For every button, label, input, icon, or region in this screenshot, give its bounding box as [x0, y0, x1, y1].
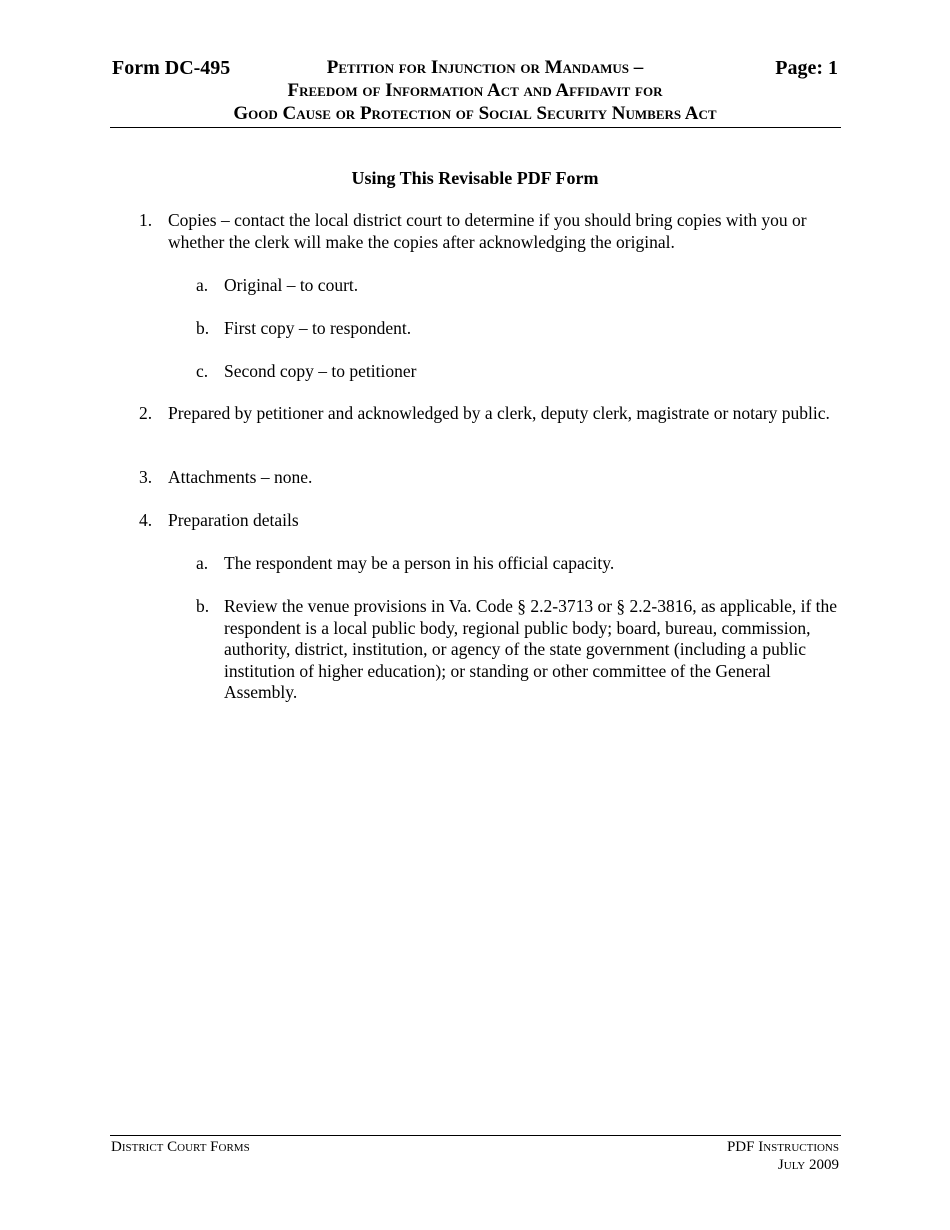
- list-item-marker: 2.: [139, 403, 153, 423]
- sub-item-text: The respondent may be a person in his official capacity.: [224, 553, 615, 573]
- page-number: Page: 1: [775, 57, 838, 79]
- list-item-marker: 1.: [139, 210, 153, 230]
- header-divider: [110, 127, 841, 128]
- form-title-line-1: Petition for Injunction or Mandamus –: [326, 57, 644, 78]
- footer-right-line-1: PDF Instructions: [726, 1139, 839, 1155]
- sub-item-marker: a.: [196, 275, 209, 295]
- sub-item-text: Second copy – to petitioner: [224, 361, 417, 381]
- sub-item-marker: b.: [196, 596, 210, 616]
- form-title-line-2: Freedom of Information Act and Affidavit for: [287, 80, 663, 101]
- section-heading: Using This Revisable PDF Form: [351, 168, 599, 188]
- sub-item-text: Original – to court.: [224, 275, 359, 295]
- list-item-marker: 3.: [139, 467, 153, 487]
- sub-item-marker: b.: [196, 318, 210, 338]
- list-item-text: Copies – contact the local district court to determine if you should bring copies with you or whether the clerk will make the copies after acknowledging the original.: [168, 210, 807, 252]
- sub-item-marker: c.: [196, 361, 209, 381]
- sub-item-text: Review the venue provisions in Va. Code § 2.2-3713 or § 2.2-3816, as applicable, if the respondent is a local public body, regional public body; board, bureau, commission, authority, district, institution, or agency of the state government (including a public institution of higher education); or standing or other committee of the General Assembly.: [224, 596, 838, 702]
- footer-left: District Court Forms: [111, 1139, 250, 1155]
- list-item-text: Prepared by petitioner and acknowledged by a clerk, deputy clerk, magistrate or notary public.: [168, 403, 830, 423]
- list-item-text: Preparation details: [168, 510, 299, 530]
- sub-item-text: First copy – to respondent.: [224, 318, 412, 338]
- form-title-line-3: Good Cause or Protection of Social Security Numbers Act: [233, 103, 717, 124]
- footer-right-line-2: July 2009: [777, 1157, 839, 1173]
- form-number: Form DC-495: [112, 57, 231, 79]
- footer-divider: [110, 1135, 841, 1136]
- footer-right: [727, 1138, 839, 1174]
- sub-item-marker: a.: [196, 553, 209, 573]
- list-item-text: Attachments – none.: [168, 467, 313, 487]
- list-item-marker: 4.: [139, 510, 153, 530]
